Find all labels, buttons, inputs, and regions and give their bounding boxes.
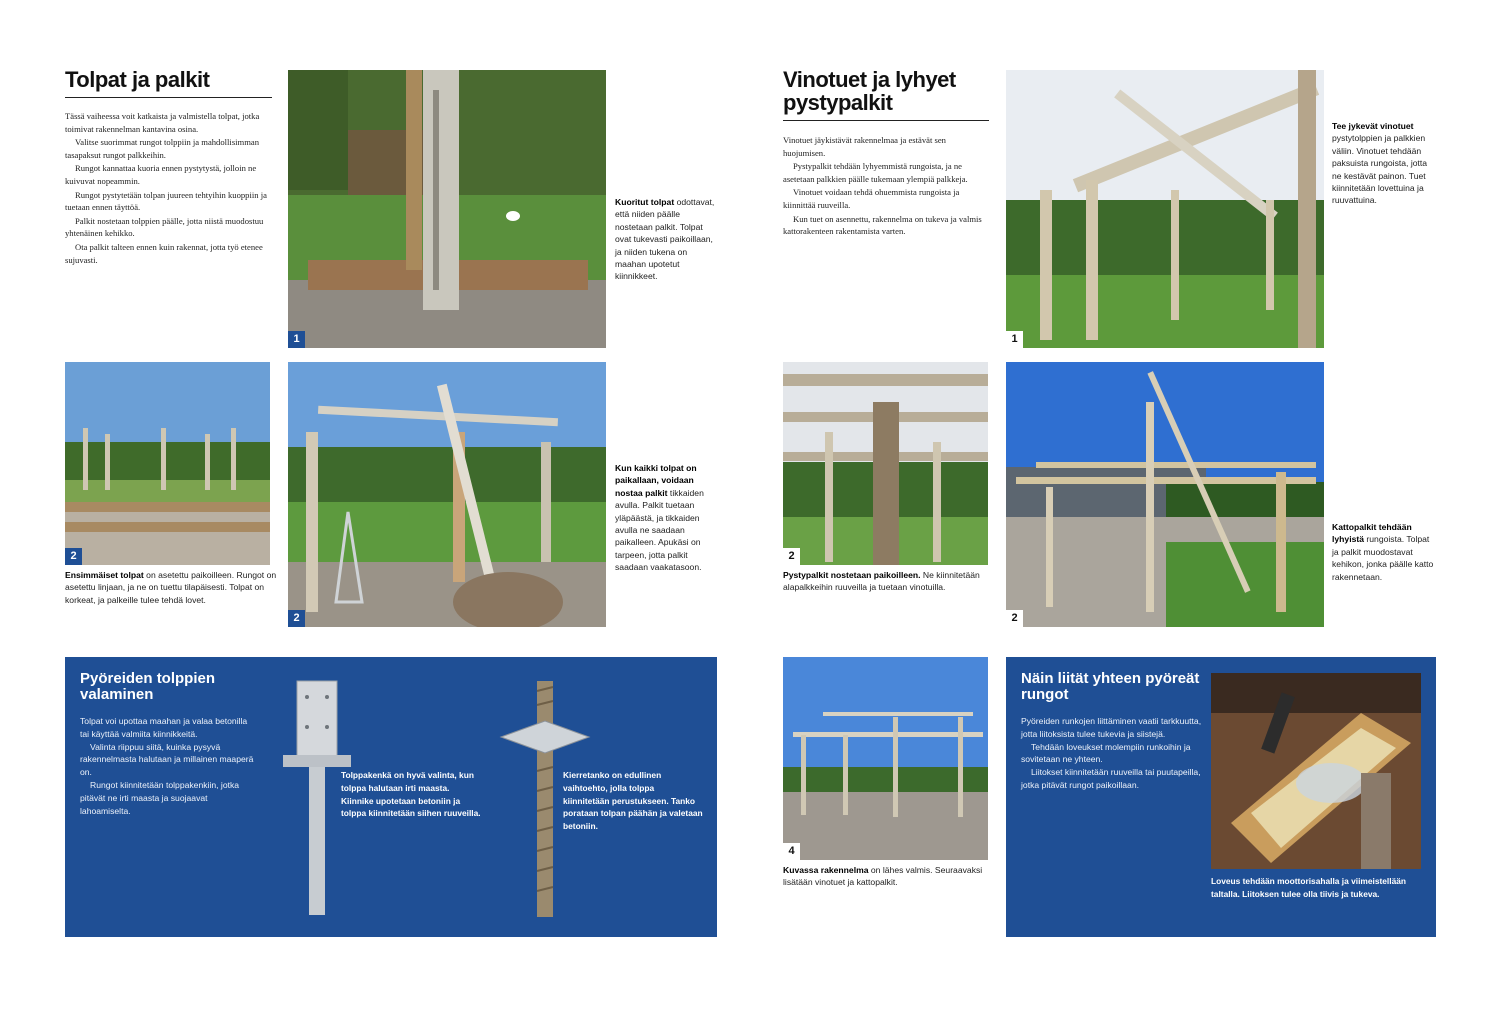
photo-number: 1 bbox=[288, 331, 305, 348]
box-title: Näin liität yhteen pyöreät rungot bbox=[1021, 670, 1200, 703]
intro-paragraph: Pystypalkit tehdään lyhyemmistä rungoista, ja ne asetetaan palkkien päälle tukemaan ylempiä palkkeja. bbox=[783, 161, 968, 184]
photo-caption bbox=[1332, 120, 1436, 207]
box-paragraph: Tolpat voi upottaa maahan ja valaa betonilla tai käyttää valmiita kiinnikkeitä. bbox=[80, 716, 248, 739]
caption-bold: Kuoritut tolpat bbox=[615, 197, 675, 207]
photo-diagonal-braces bbox=[1006, 70, 1324, 348]
right-heading: Vinotuet ja lyhyet pystypalkit bbox=[783, 68, 989, 121]
intro-paragraph: Rungot pystytetään tolpan juureen tehtyihin kuoppiin ja tuetaan ennen täyttöä. bbox=[65, 189, 267, 213]
photo-caption bbox=[783, 569, 993, 594]
photo-number: 4 bbox=[783, 843, 800, 860]
intro-paragraph: Ota palkit talteen ennen kuin rakennat, jotta työ etenee sujuvasti. bbox=[65, 241, 263, 265]
photo-birch-post bbox=[288, 70, 606, 348]
caption-text: rungoista. Tolpat ja palkit muodostavat kehikon, jonka päälle katto rakennetaan. bbox=[1332, 534, 1434, 582]
photo-caption bbox=[65, 569, 277, 606]
box-text bbox=[80, 715, 258, 817]
box-title: Pyöreiden tolppien valaminen bbox=[80, 670, 216, 703]
photo-caption bbox=[615, 196, 715, 283]
intro-paragraph: Kun tuet on asennettu, rakennelma on tukeva ja valmis kattorakenteen rakentamista varten. bbox=[783, 213, 982, 237]
photo-roof-beams bbox=[1006, 362, 1324, 627]
photo-number: 1 bbox=[1006, 331, 1023, 348]
photo-number: 2 bbox=[783, 548, 800, 565]
photo-caption bbox=[1332, 521, 1436, 583]
box-text bbox=[1021, 715, 1203, 792]
intro-paragraph: Vinotuet voidaan tehdä ohuemmista rungoista ja kiinnittää ruuveilla. bbox=[783, 187, 960, 210]
caption-text: on asetettu paikoilleen. Rungot on asetettu linjaan, ja ne on tuettu tilapäisesti. Tolpat on korkeat, ja palkeille tulee tehdä lovet. bbox=[65, 570, 277, 605]
photo-structure-overview bbox=[783, 657, 988, 860]
caption-text: tikkaiden avulla. Palkit tuetaan yläpäästä, ja tikkaiden avulla ne saadaan paikalleen. Apukäsi on tarpeen, jotta palkit saadaan vaakatasoon. bbox=[615, 487, 704, 573]
caption-text: pystytolppien ja palkkien väliin. Vinotuet tehdään paksuista rungoista, jotta ne kestävät painon. Tuet kiinnitetään lovettuina ja ruuvattuina. bbox=[1332, 133, 1428, 206]
photo-number: 2 bbox=[288, 610, 305, 627]
caption-text: Ne kiinnitetään alapalkkeihin ruuveilla ja tuetaan vinotuilla. bbox=[783, 570, 980, 593]
box-caption: Tolppakenkä on hyvä valinta, kun tolppa halutaan irti maasta. Kiinnike upotetaan betoniin ja tolppa kiinnitetään siihen ruuveilla. bbox=[341, 770, 481, 819]
caption-bold: Pystypalkit nostetaan paikoilleen. bbox=[783, 570, 921, 580]
photo-caption bbox=[783, 864, 993, 889]
intro-paragraph: Rungot kannattaa kuoria ennen pystytystä, jolloin ne kuivuvat nopeammin. bbox=[65, 163, 257, 186]
photo-log-notch bbox=[1211, 673, 1421, 869]
box-paragraph: Tehdään loveukset molempiin runkoihin ja sovitetaan ne yhteen. bbox=[1021, 741, 1191, 765]
photo-posts-row bbox=[65, 362, 270, 565]
box-paragraph: Pyöreiden runkojen liittäminen vaatii tarkkuutta, jotta liitoksista tulee tukevia ja siistejä. bbox=[1021, 716, 1202, 739]
box-caption: Loveus tehdään moottorisahalla ja viimeistellään taltalla. Liitoksen tulee olla tiivis ja tukeva. bbox=[1211, 876, 1407, 899]
info-box-joining-logs bbox=[1006, 657, 1436, 937]
caption-bold: Ensimmäiset tolpat bbox=[65, 570, 144, 580]
right-intro-text bbox=[783, 134, 989, 239]
caption-bold: Tee jykevät vinotuet bbox=[1332, 121, 1414, 131]
photo-caption bbox=[615, 462, 715, 574]
intro-paragraph: Tässä vaiheessa voit katkaista ja valmistella tolpat, jotka toimivat rakennelman kantavina osina. bbox=[65, 111, 260, 134]
photo-upright-beams bbox=[783, 362, 988, 565]
caption-bold: Kattopalkit tehdään lyhyistä bbox=[1332, 522, 1412, 545]
intro-paragraph: Valitse suorimmat rungot tolppiin ja mahdollisimman tasapaksut rungot palkkeihin. bbox=[65, 137, 260, 160]
caption-text: odottavat, että niiden päälle nostetaan palkit. Tolpat ovat tukevasti paikoillaan, ja niiden tukena on maahan upotetut kiinnikkeet. bbox=[615, 197, 715, 282]
intro-paragraph: Vinotuet jäykistävät rakennelmaa ja estävät sen huojumisen. bbox=[783, 135, 946, 158]
caption-bold: Kuvassa rakennelma bbox=[783, 865, 869, 875]
photo-ladder-beam bbox=[288, 362, 606, 627]
left-intro-text bbox=[65, 110, 273, 267]
box-paragraph: Liitokset kiinnitetään ruuveilla tai puutapeilla, jotka pitävät rungot paikoillaan. bbox=[1021, 767, 1201, 790]
info-box-post-casting bbox=[65, 657, 717, 937]
box-paragraph: Rungot kiinnitetään tolppakenkiin, jotka pitävät ne irti maasta ja suojaavat lahoamiselta. bbox=[80, 779, 240, 816]
caption-text: on lähes valmis. Seuraavaksi lisätään vinotuet ja kattopalkit. bbox=[783, 865, 983, 888]
box-caption: Kierretanko on edullinen vaihtoehto, jolla tolppa kiinnitetään perustukseen. Tanko porataan tolpan päähän ja valetaan betoniin. bbox=[563, 770, 703, 832]
box-paragraph: Valinta riippuu siitä, kuinka pysyvä rakennelmasta halutaan ja millainen maaperä on. bbox=[80, 741, 254, 778]
left-heading: Tolpat ja palkit bbox=[65, 68, 272, 98]
caption-bold: Kun kaikki tolpat on paikallaan, voidaan nostaa palkit bbox=[615, 463, 697, 498]
photo-number: 2 bbox=[1006, 610, 1023, 627]
intro-paragraph: Palkit nostetaan tolppien päälle, jotta niistä muodostuu yhtenäinen kehikko. bbox=[65, 215, 264, 239]
photo-number: 2 bbox=[65, 548, 82, 565]
